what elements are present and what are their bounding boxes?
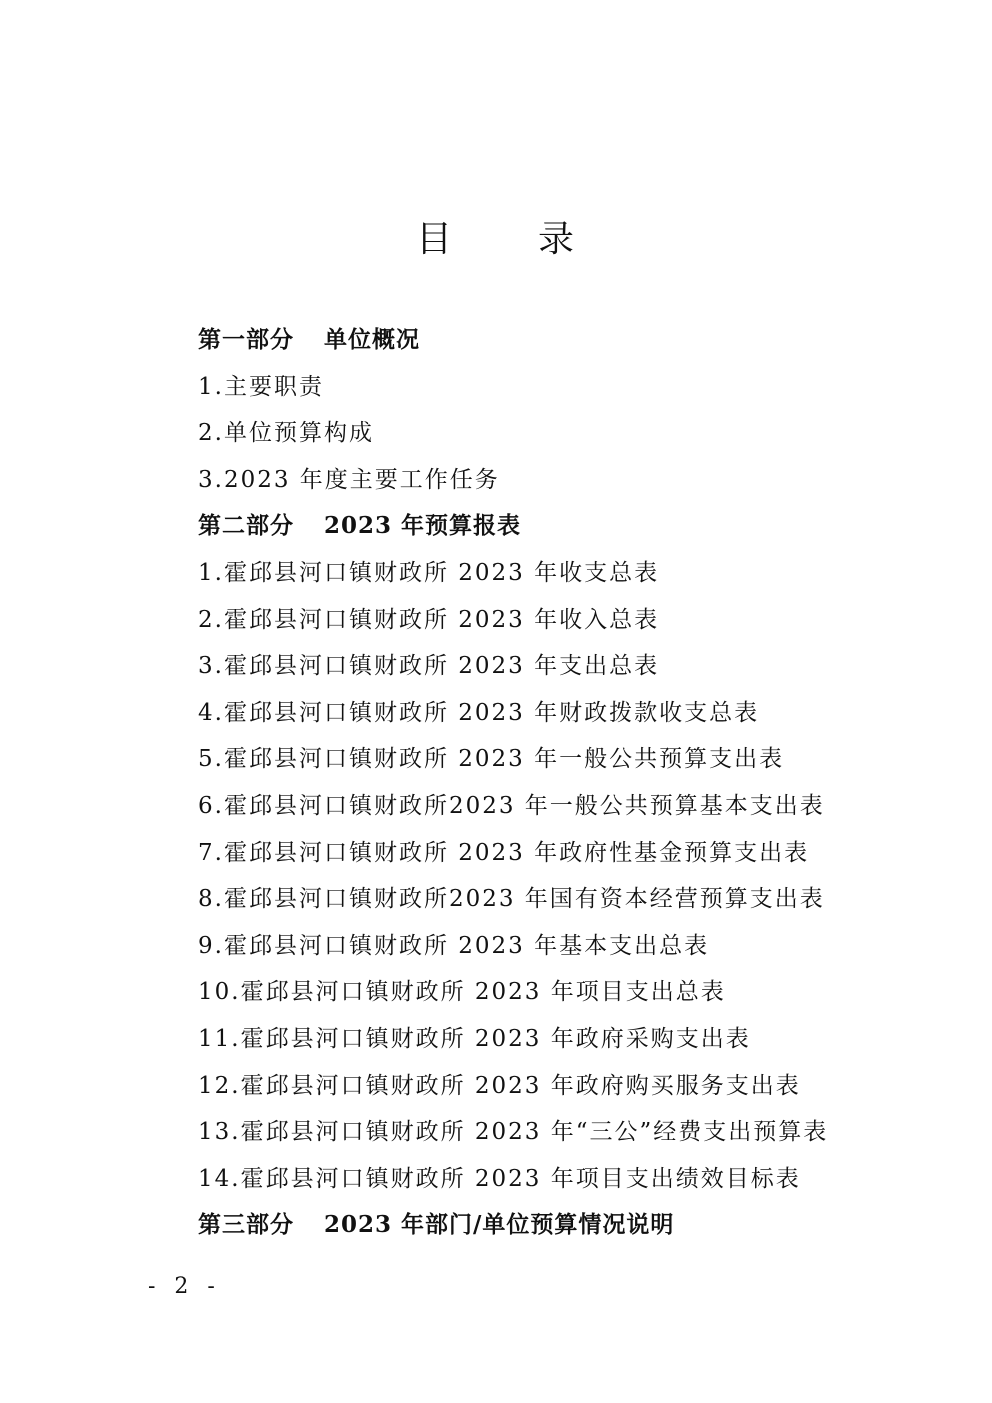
toc-item[interactable]: 2.单位预算构成: [198, 420, 374, 447]
toc-item[interactable]: 11.霍邱县河口镇财政所 2023 年政府采购支出表: [198, 1025, 751, 1052]
toc-item[interactable]: 7.霍邱县河口镇财政所 2023 年政府性基金预算支出表: [198, 839, 810, 866]
toc-item[interactable]: 1.霍邱县河口镇财政所 2023 年收支总表: [198, 559, 660, 586]
title-char-right: 录: [538, 219, 577, 260]
toc-item[interactable]: 3.2023 年度主要工作任务: [198, 466, 500, 493]
table-of-contents: [198, 317, 898, 1249]
toc-item[interactable]: 10.霍邱县河口镇财政所 2023 年项目支出总表: [198, 979, 726, 1006]
toc-part-title: 单位概况: [324, 326, 420, 353]
page-title: [0, 218, 992, 262]
toc-item[interactable]: 13.霍邱县河口镇财政所 2023 年“三公”经费支出预算表: [198, 1119, 829, 1146]
toc-part-3[interactable]: [198, 1202, 898, 1249]
toc-item[interactable]: 14.霍邱县河口镇财政所 2023 年项目支出绩效目标表: [198, 1165, 801, 1192]
toc-part-label: 第三部分: [198, 1211, 294, 1239]
toc-part-label: 第二部分: [198, 512, 294, 540]
toc-part-title: 2023 年预算报表: [324, 512, 522, 540]
title-char-left: 目: [415, 219, 454, 260]
toc-item[interactable]: 1.主要职责: [198, 373, 324, 400]
toc-part-title: 2023 年部门/单位预算情况说明: [324, 1211, 675, 1239]
toc-item[interactable]: 2.霍邱县河口镇财政所 2023 年收入总表: [198, 606, 660, 633]
toc-part-label: 第一部分: [198, 326, 294, 353]
toc-part-2[interactable]: [198, 503, 898, 550]
toc-item[interactable]: 5.霍邱县河口镇财政所 2023 年一般公共预算支出表: [198, 746, 785, 773]
toc-part-1[interactable]: [198, 317, 898, 364]
toc-item[interactable]: 3.霍邱县河口镇财政所 2023 年支出总表: [198, 653, 660, 680]
toc-item[interactable]: 8.霍邱县河口镇财政所2023 年国有资本经营预算支出表: [198, 886, 825, 913]
toc-item[interactable]: 9.霍邱县河口镇财政所 2023 年基本支出总表: [198, 932, 710, 959]
toc-item[interactable]: 6.霍邱县河口镇财政所2023 年一般公共预算基本支出表: [198, 792, 825, 819]
page-number: - 2 -: [148, 1274, 221, 1299]
toc-item[interactable]: 12.霍邱县河口镇财政所 2023 年政府购买服务支出表: [198, 1072, 801, 1099]
toc-item[interactable]: 4.霍邱县河口镇财政所 2023 年财政拨款收支总表: [198, 699, 760, 726]
